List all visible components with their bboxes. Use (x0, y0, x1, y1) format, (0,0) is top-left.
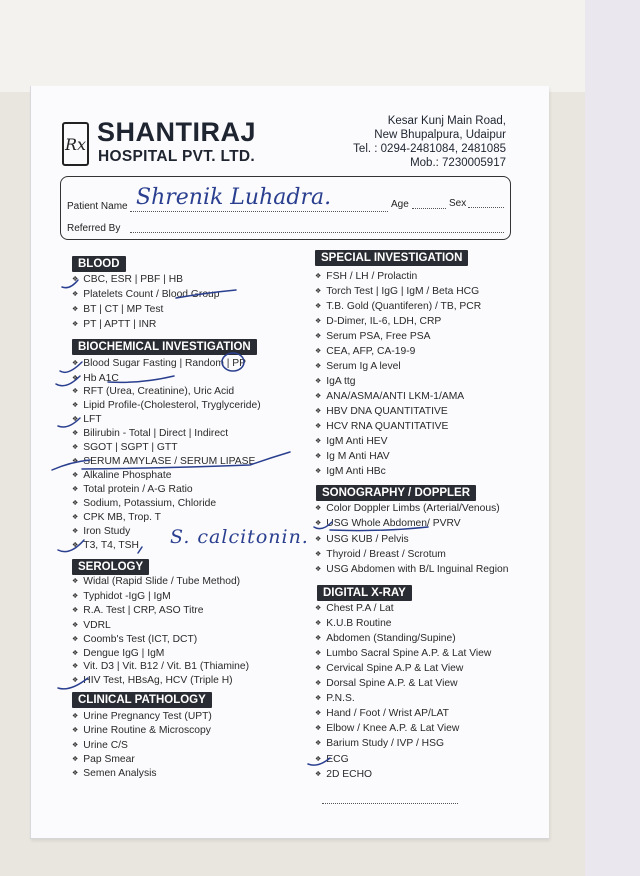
test-item[interactable]: ❖ LFT (72, 414, 102, 427)
test-item[interactable]: ❖ Total protein / A-G Ratio (72, 484, 193, 497)
test-item[interactable]: ❖ HCV RNA QUANTITATIVE (315, 421, 448, 434)
dash-mark (138, 547, 142, 553)
test-item[interactable]: ❖ Widal (Rapid Slide / Tube Method) (72, 576, 240, 589)
test-item[interactable]: ❖ VDRL (72, 620, 111, 633)
test-item[interactable]: ❖ Pap Smear (72, 754, 135, 767)
test-item[interactable]: ❖ Platelets Count / Blood Group (72, 289, 220, 302)
rx-logo-icon: Rx (62, 122, 89, 166)
test-item[interactable]: ❖ T3, T4, TSH (72, 540, 139, 553)
age-label: Age (391, 199, 409, 210)
test-item[interactable]: ❖ Coomb's Test (ICT, DCT) (72, 634, 197, 647)
test-item[interactable]: ❖ Lumbo Sacral Spine A.P. & Lat View (315, 648, 491, 661)
mobile-line: Mob.: 7230005917 (410, 157, 506, 169)
patient-name-value: Shrenik Luhadra. (136, 185, 332, 210)
test-item[interactable]: ❖ Urine Pregnancy Test (UPT) (72, 711, 212, 724)
sex-label: Sex (449, 198, 467, 209)
test-item[interactable]: ❖ Thyroid / Breast / Scrotum (315, 549, 446, 562)
underline-mark (330, 527, 428, 531)
test-item[interactable]: ❖ SERUM AMYLASE / SERUM LIPASE (72, 456, 255, 469)
tick-mark (314, 522, 332, 529)
test-item[interactable]: ❖ HBV DNA QUANTITATIVE (315, 406, 448, 419)
test-item[interactable]: ❖ IgM Anti HEV (315, 436, 388, 449)
tick-mark (62, 280, 78, 288)
test-item[interactable]: ❖ HIV Test, HBsAg, HCV (Triple H) (72, 675, 233, 688)
test-item[interactable]: ❖ D-Dimer, IL-6, LDH, CRP (315, 316, 441, 329)
test-item[interactable]: ❖ USG KUB / Pelvis (315, 534, 409, 547)
address-line-1: Kesar Kunj Main Road, (387, 115, 506, 127)
section-digital-xray-header: DIGITAL X-RAY (317, 585, 412, 601)
circle-mark (222, 353, 244, 371)
patient-name-label: Patient Name (67, 201, 128, 212)
handwritten-note: S. calcitonin. (170, 526, 309, 548)
hospital-name: SHANTIRAJ (97, 117, 257, 147)
test-item[interactable]: ❖ R.A. Test | CRP, ASO Titre (72, 605, 203, 618)
test-item[interactable]: ❖ Hand / Foot / Wrist AP/LAT (315, 708, 449, 721)
test-item[interactable]: ❖ PT | APTT | INR (72, 319, 156, 332)
tick-mark (58, 678, 88, 689)
test-item[interactable]: ❖ 2D ECHO (315, 769, 372, 782)
test-item[interactable]: ❖ Dengue IgG | IgM (72, 648, 164, 661)
test-item[interactable]: ❖ ANA/ASMA/ANTI LKM-1/AMA (315, 391, 464, 404)
test-item[interactable]: ❖ Serum Ig A level (315, 361, 401, 374)
test-item[interactable]: ❖ K.U.B Routine (315, 618, 392, 631)
test-item[interactable]: ❖ Alkaline Phosphate (72, 470, 171, 483)
test-item[interactable]: ❖ Lipid Profile-(Cholesterol, Tryglyceride) (72, 400, 261, 413)
section-sonography-header: SONOGRAPHY / DOPPLER (316, 485, 476, 501)
test-item[interactable]: ❖ ECG (315, 754, 349, 767)
test-item[interactable]: ❖ CEA, AFP, CA-19-9 (315, 346, 415, 359)
section-blood-header: BLOOD (72, 256, 126, 272)
test-item[interactable]: ❖ P.N.S. (315, 693, 355, 706)
test-item[interactable]: ❖ Semen Analysis (72, 768, 157, 781)
test-item[interactable]: ❖ Bilirubin - Total | Direct | Indirect (72, 428, 228, 441)
test-item[interactable]: ❖ Chest P.A / Lat (315, 603, 394, 616)
tick-mark (58, 418, 80, 427)
tick-mark (308, 758, 330, 765)
section-clinical-pathology-header: CLINICAL PATHOLOGY (72, 692, 212, 708)
test-item[interactable]: ❖ T.B. Gold (Quantiferen) / TB, PCR (315, 301, 481, 314)
hospital-subtitle: HOSPITAL PVT. LTD. (98, 148, 255, 165)
test-item[interactable]: ❖ Typhidot -IgG | IgM (72, 591, 171, 604)
test-item[interactable]: ❖ Dorsal Spine A.P. & Lat View (315, 678, 458, 691)
section-biochemical-header: BIOCHEMICAL INVESTIGATION (72, 339, 257, 355)
test-item[interactable]: ❖ IgM Anti HBc (315, 466, 386, 479)
test-item[interactable]: ❖ Abdomen (Standing/Supine) (315, 633, 456, 646)
test-item[interactable]: ❖ Vit. D3 | Vit. B12 / Vit. B1 (Thiamine) (72, 661, 249, 674)
test-item[interactable]: ❖ Hb A1C (72, 373, 119, 386)
referred-by-label: Referred By (67, 223, 121, 234)
test-item[interactable]: ❖ FSH / LH / Prolactin (315, 271, 417, 284)
test-item[interactable]: ❖ Barium Study / IVP / HSG (315, 738, 444, 751)
test-item[interactable]: ❖ USG Whole Abdomen/ PVRV (315, 518, 461, 531)
underline-mark (108, 376, 174, 382)
test-item[interactable]: ❖ Urine Routine & Microscopy (72, 725, 211, 738)
test-item[interactable]: ❖ Cervical Spine A.P & Lat View (315, 663, 463, 676)
phone-line: Tel. : 0294-2481084, 2481085 (353, 143, 506, 155)
tick-mark (60, 362, 82, 372)
test-item[interactable]: ❖ BT | CT | MP Test (72, 304, 163, 317)
underline-mark (82, 452, 290, 469)
test-item[interactable]: ❖ Sodium, Potassium, Chloride (72, 498, 216, 511)
test-item[interactable]: ❖ Color Doppler Limbs (Arterial/Venous) (315, 503, 500, 516)
test-item[interactable]: ❖ USG Abdomen with B/L Inguinal Region (315, 564, 509, 577)
test-item[interactable]: ❖ Torch Test | IgG | IgM / Beta HCG (315, 286, 479, 299)
test-item[interactable]: ❖ Serum PSA, Free PSA (315, 331, 430, 344)
test-item[interactable]: ❖ Elbow / Knee A.P. & Lat View (315, 723, 459, 736)
address-line-2: New Bhupalpura, Udaipur (374, 129, 506, 141)
test-item[interactable]: ❖ Urine C/S (72, 740, 128, 753)
test-item[interactable]: ❖ CBC, ESR | PBF | HB (72, 274, 183, 287)
tick-mark (56, 376, 80, 386)
test-item[interactable]: ❖ Ig M Anti HAV (315, 451, 390, 464)
section-serology-header: SEROLOGY (72, 559, 149, 575)
tick-mark (58, 540, 84, 552)
test-item[interactable]: ❖ IgA ttg (315, 376, 355, 389)
underline-mark (176, 290, 236, 298)
test-item[interactable]: ❖ Iron Study (72, 526, 130, 539)
test-item[interactable]: ❖ Blood Sugar Fasting | Random | PP (72, 358, 246, 371)
test-item[interactable]: ❖ RFT (Urea, Creatinine), Uric Acid (72, 386, 234, 399)
test-item[interactable]: ❖ CPK MB, Trop. T (72, 512, 161, 525)
section-special-investigation-header: SPECIAL INVESTIGATION (315, 250, 468, 266)
test-item[interactable]: ❖ SGOT | SGPT | GTT (72, 442, 178, 455)
